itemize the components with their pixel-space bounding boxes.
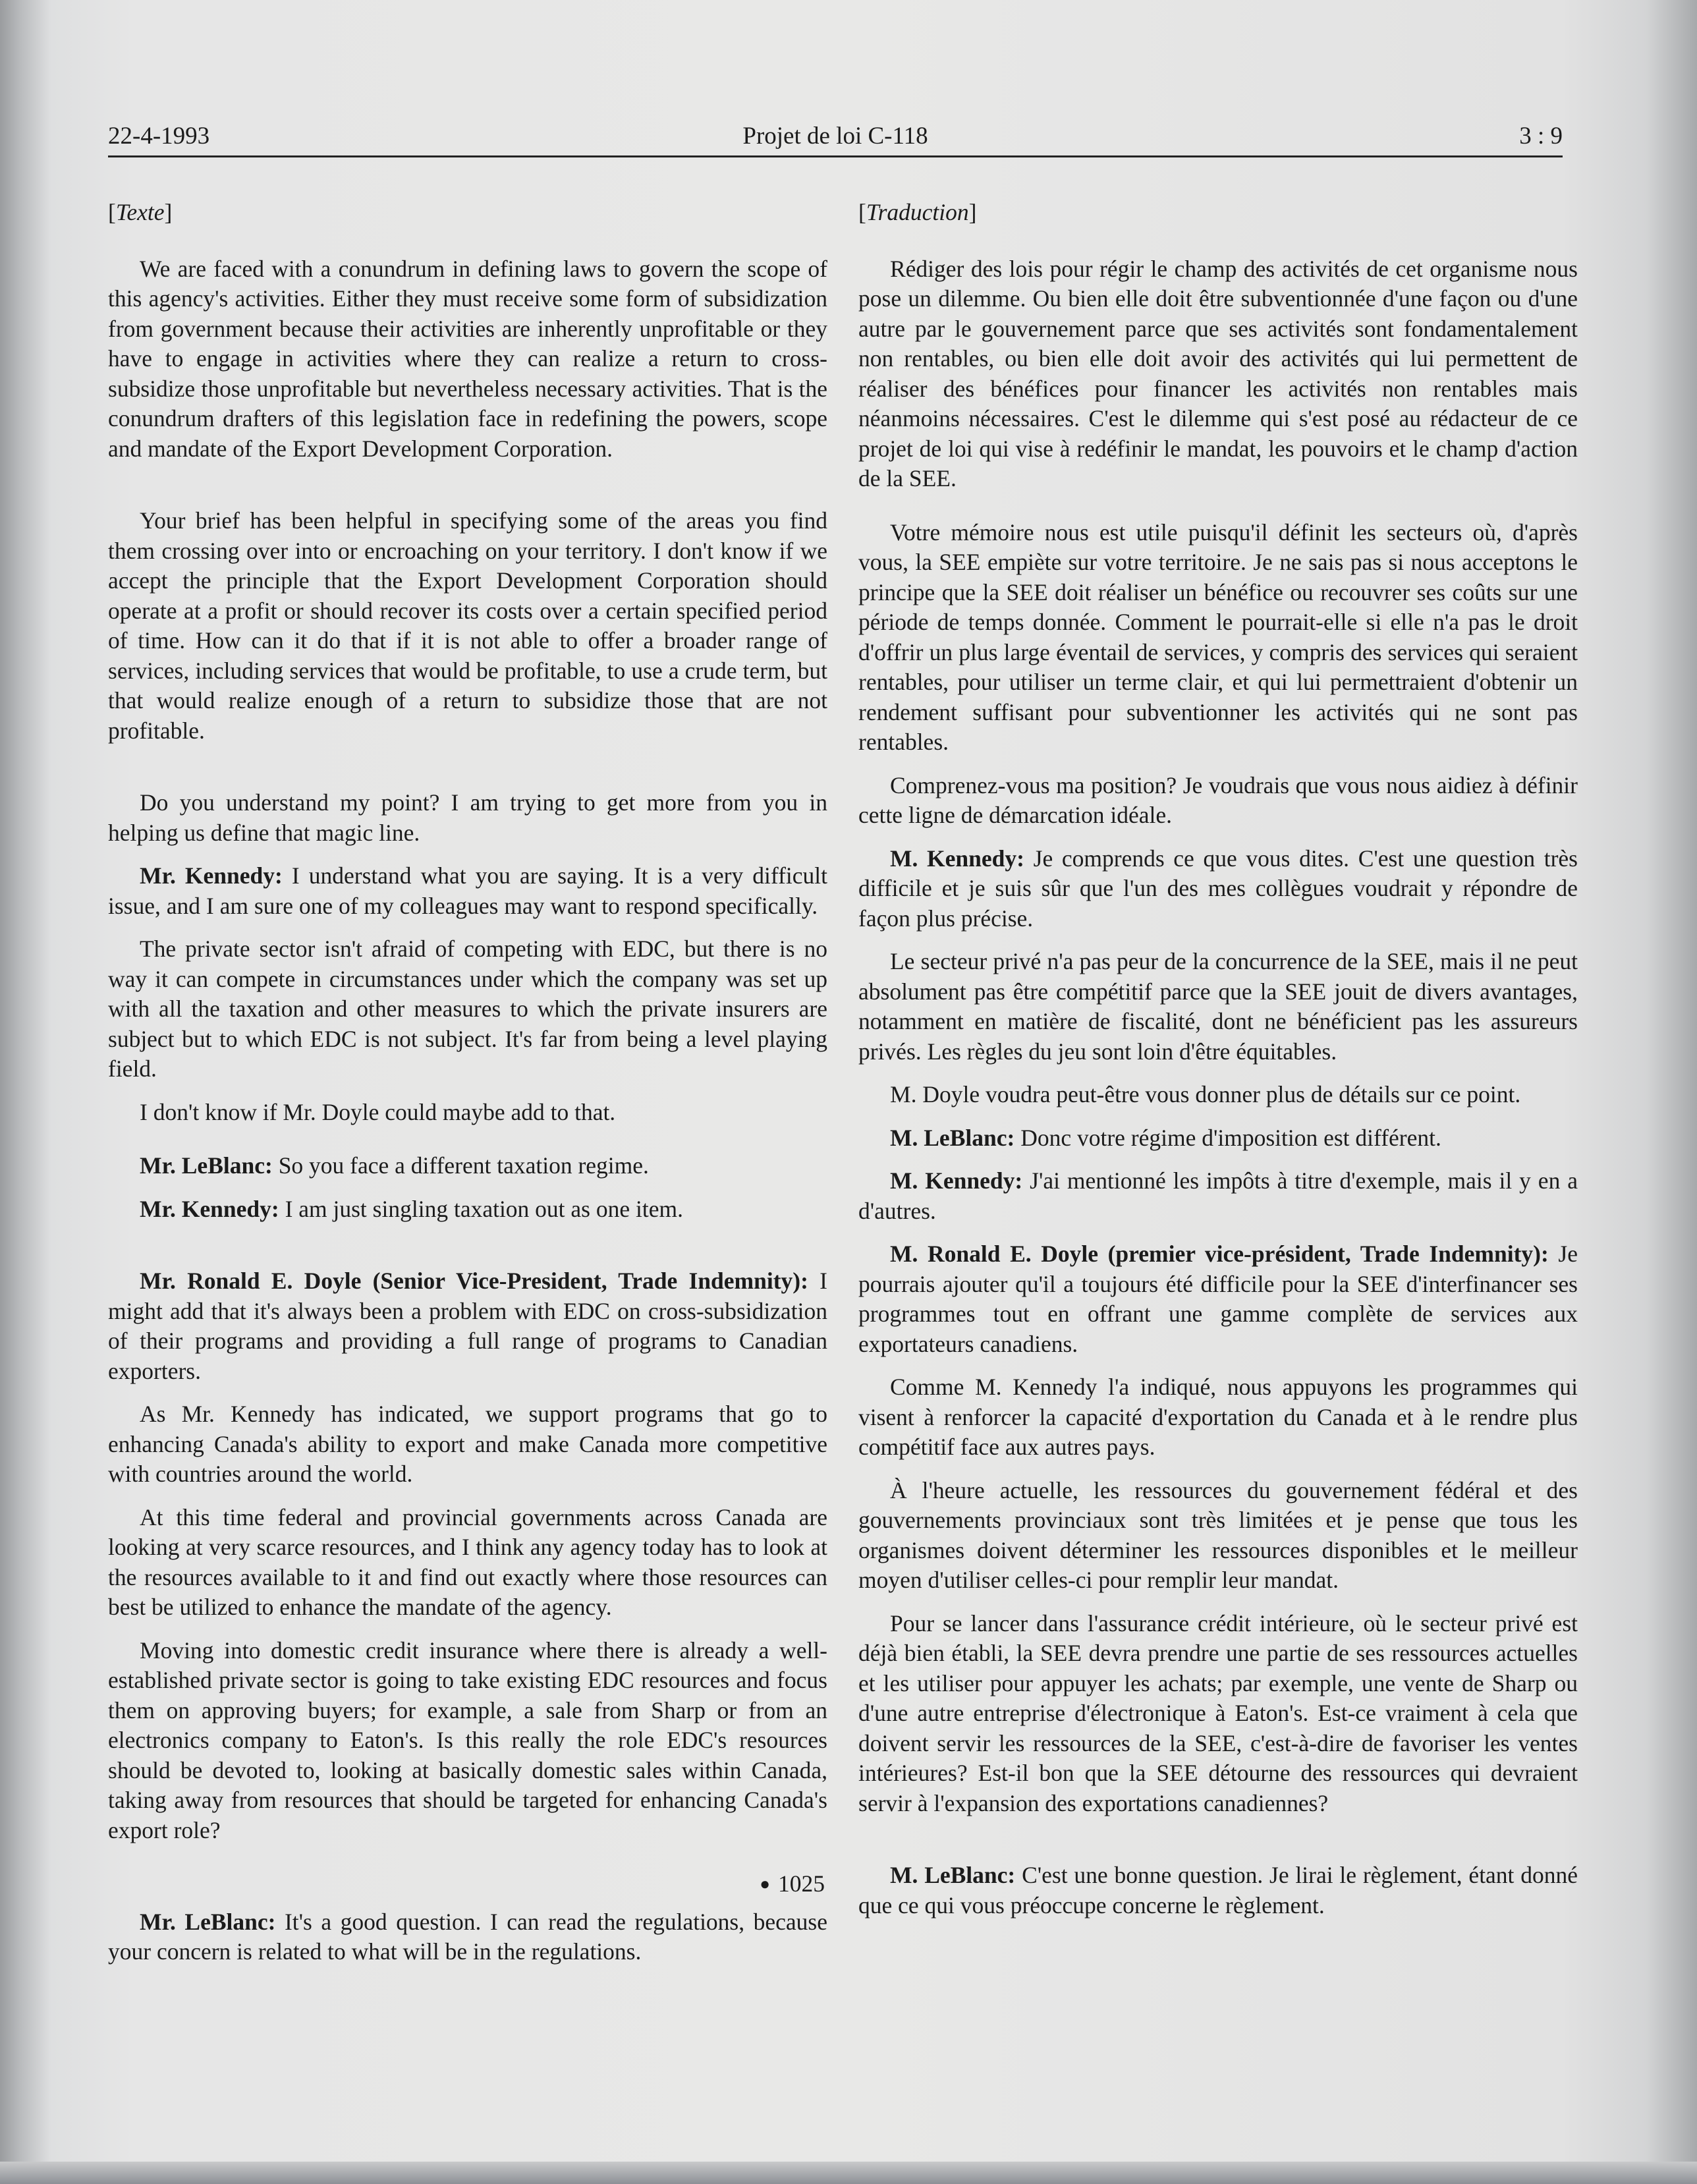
paragraph: Comprenez-vous ma position? Je voudrais que vous nous aidiez à définir cette ligne de démarcation idéale.	[858, 771, 1578, 828]
paragraph: Votre mémoire nous est utile puisqu'il définit les secteurs où, d'après vous, la SEE empiète sur votre territoire. Je ne sais pas si nous acceptons le principe que la SEE doit réaliser un bénéfice ou recouvrer ses coûts sur une période de temps donnée. Comment le pourrait-elle si elle n'a pas le droit d'offrir un plus large éventail de services, y compris des services qui seraient rentables, pour utiliser un terme clair, et qui lui permettraient d'obtenir un rendement suffisant pour subventionner les activités qui ne sont pas rentables.	[858, 518, 1578, 755]
paragraph: Comme M. Kennedy l'a indiqué, nous appuyons les programmes qui visent à renforcer la capacité d'exportation du Canada et à le rendre plus compétitif face aux autres pays.	[858, 1374, 1578, 1460]
speech-text: I am just singling taxation out as one item.	[279, 1195, 683, 1222]
speaker-name: M. Ronald E. Doyle (premier vice-président, Trade Indemnity):	[890, 1241, 1549, 1267]
paragraph: As Mr. Kennedy has indicated, we support programs that go to enhancing Canada's ability to export and make Canada more competitive with countries around the world.	[108, 1401, 827, 1487]
speaker-paragraph	[858, 844, 1578, 934]
speech-text: Je pourrais ajouter qu'il a toujours été difficile pour la SEE d'interfinancer ses programmes tout en offrant une gamme complète de services aux exportateurs canadiens.	[858, 1241, 1578, 1357]
speaker-paragraph	[108, 1266, 827, 1386]
paragraph: Pour se lancer dans l'assurance crédit intérieure, où le secteur privé est déjà bien établi, la SEE devra prendre une partie de ses ressources actuelles et les utiliser pour appuyer les achats; par exemple, une vente de Sharp ou d'une autre entreprise d'électronique à Eaton's. Est-ce vraiment à cela que doivent servir les ressources de la SEE, c'est-à-dire de favoriser les ventes intérieures? Est-il bon que la SEE détourne des ressources qui devraient servir à l'expansion des exportations canadiennes?	[858, 1610, 1578, 1816]
speaker-name: Mr. Ronald E. Doyle (Senior Vice-President, Trade Indemnity):	[140, 1268, 808, 1294]
time-marker: ● 1025	[108, 1869, 827, 1899]
speaker-paragraph	[858, 1166, 1578, 1226]
speaker-name: Mr. Kennedy:	[140, 1195, 279, 1222]
header-date: 22-4-1993	[108, 123, 210, 150]
paragraph: We are faced with a conundrum in defining laws to govern the scope of this agency's activities. Either they must receive some form of subsidization from government because their activities are inherently unprofitable or they have to engage in activities where they can realize a return to cross-subsidize those unprofitable but nevertheless necessary activities. That is the conundrum drafters of this legislation face in redefining the powers, scope and mandate of the Export Development Corporation.	[108, 255, 827, 462]
speaker-paragraph	[858, 1861, 1578, 1920]
paragraph: At this time federal and provincial governments across Canada are looking at very scarce resources, and I think any agency today has to look at the resources available to it and find out exactly where those resources can best be utilized to enhance the mandate of the agency.	[108, 1503, 827, 1620]
speaker-paragraph	[858, 1123, 1578, 1154]
speech-text: I might add that it's always been a problem with EDC on cross-subsidization of their programs and providing a full range of programs to Canadian exporters.	[108, 1268, 827, 1384]
speaker-name: M. Kennedy:	[890, 845, 1024, 872]
paragraph: Your brief has been helpful in specifying some of the areas you find them crossing over into or encroaching on your territory. I don't know if we accept the principle that the Export Development Corporation should operate at a profit or should recover its costs over a certain specified period of time. How can it do that if it is not able to offer a broader range of services, including services that would be profitable, to use a crude term, but that would realize enough of a return to subsidize those that are not profitable.	[108, 507, 827, 744]
header-page-number: 3 : 9	[1519, 123, 1563, 150]
speaker-name: Mr. Kennedy:	[140, 862, 283, 889]
french-column	[858, 198, 1578, 1920]
speech-text: C'est une bonne question. Je lirai le règlement, étant donné que ce qui vous préoccupe concerne le règlement.	[858, 1862, 1578, 1918]
speaker-paragraph	[108, 1907, 827, 1967]
speaker-name: Mr. LeBlanc:	[140, 1908, 276, 1935]
language-tag-text: Texte	[115, 199, 165, 225]
running-header	[108, 113, 1563, 157]
language-tag-text: Traduction	[866, 199, 969, 225]
paragraph: À l'heure actuelle, les ressources du gouvernement fédéral et des gouvernements provinciaux sont très limitées et je pense que tous les organismes doivent déterminer les ressources disponibles et le meilleur moyen d'utiliser celles-ci pour remplir leur mandat.	[858, 1476, 1578, 1593]
paragraph: M. Doyle voudra peut-être vous donner plus de détails sur ce point.	[890, 1081, 1521, 1107]
speech-text: Je comprends ce que vous dites. C'est une question très difficile et je suis sûr que l'un des mes collègues voudrait y répondre de façon plus précise.	[858, 845, 1578, 932]
header-title: Projet de loi C-118	[742, 123, 928, 150]
speaker-paragraph	[858, 1239, 1578, 1359]
speaker-paragraph	[108, 861, 827, 921]
paragraph: I don't know if Mr. Doyle could maybe add to that.	[140, 1098, 616, 1125]
speaker-name: Mr. LeBlanc:	[140, 1152, 273, 1179]
english-column	[108, 198, 827, 1967]
speech-text: I understand what you are saying. It is a very difficult issue, and I am sure one of my colleagues may want to respond specifically.	[108, 862, 827, 919]
paragraph: The private sector isn't afraid of competing with EDC, but there is no way it can compete in circumstances under which the company was set up with all the taxation and other measures to which the private insurers are subject but to which EDC is not subject. It's far from being a level playing field.	[108, 936, 827, 1082]
speech-text: Donc votre régime d'imposition est différent.	[1015, 1124, 1441, 1151]
speaker-paragraph	[108, 1194, 827, 1225]
speaker-name: M. LeBlanc:	[890, 1124, 1015, 1151]
speech-text: J'ai mentionné les impôts à titre d'exemple, mais il y en a d'autres.	[858, 1167, 1578, 1224]
language-tag: [Texte]	[108, 199, 173, 225]
speaker-name: M. Kennedy:	[890, 1167, 1023, 1194]
paragraph: Do you understand my point? I am trying to get more from you in helping us define that magic line.	[108, 789, 827, 846]
speech-text: It's a good question. I can read the regulations, because your concern is related to what will be in the regulations.	[108, 1908, 827, 1965]
language-tag: [Traduction]	[858, 199, 977, 225]
speech-text: So you face a different taxation regime.	[272, 1152, 649, 1179]
paragraph: Moving into domestic credit insurance where there is already a well-established private sector is going to take existing EDC resources and focus them on approving buyers; for example, a sale from Sharp or from an electronics company to Eaton's. Is this really the role EDC's resources should be devoted to, looking at basically domestic sales within Canada, taking away from resources that should be targeted for enhancing Canada's export role?	[108, 1637, 827, 1843]
paragraph: Le secteur privé n'a pas peur de la concurrence de la SEE, mais il ne peut absolument pas être compétitif parce que la SEE jouit de divers avantages, notamment en matière de fiscalité, dont ne bénéficient pas les assureurs privés. Les règles du jeu sont loin d'être équitables.	[858, 948, 1578, 1065]
speaker-name: M. LeBlanc:	[890, 1862, 1016, 1888]
paragraph: Rédiger des lois pour régir le champ des activités de cet organisme nous pose un dilemme. Ou bien elle doit être subventionnée d'une façon ou d'une autre par le gouvernement parce que ses activités sont fondamentalement non rentables, ou bien elle doit avoir des activités qui lui permettent de réaliser des bénéfices pour financer les activités non rentables mais néanmoins nécessaires. C'est le dilemme qui s'est posé au rédacteur de ce projet de loi qui vise à redéfinir le mandat, les pouvoirs et le champ d'action de la SEE.	[858, 255, 1578, 491]
speaker-paragraph	[108, 1151, 827, 1181]
